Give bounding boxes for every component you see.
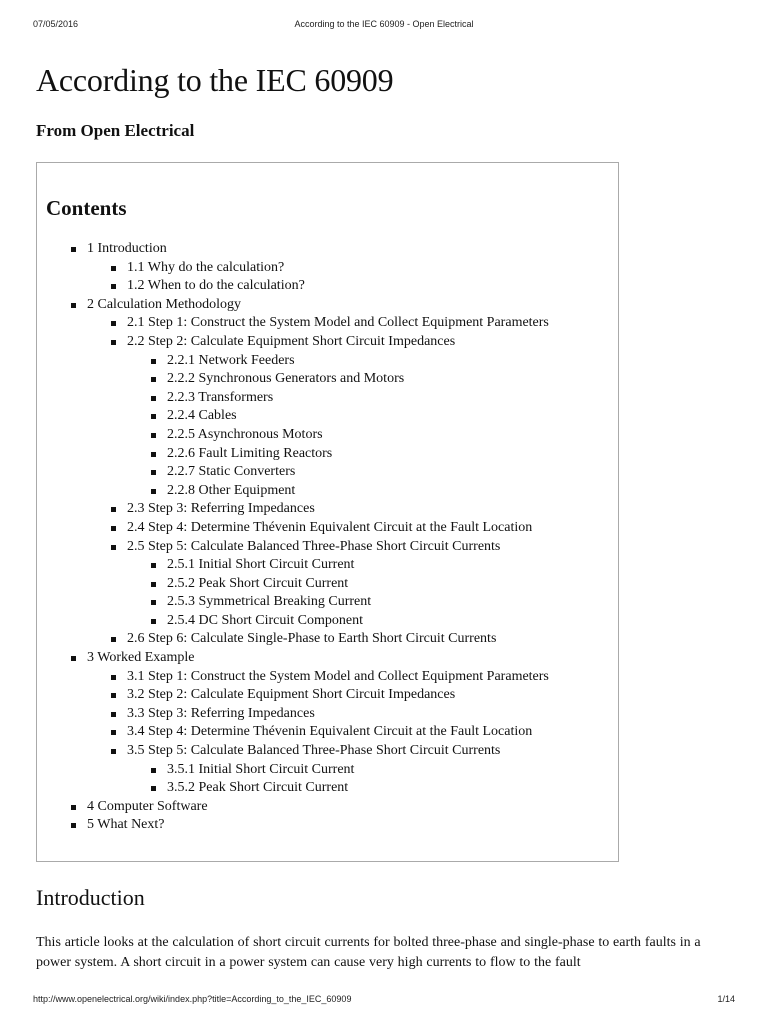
toc-item-link[interactable]: 2 Calculation Methodology <box>87 296 241 312</box>
toc-item-link[interactable]: 2.3 Step 3: Referring Impedances <box>127 501 315 517</box>
toc-item[interactable] <box>37 240 618 259</box>
print-date: 07/05/2016 <box>33 19 79 29</box>
toc-item-link[interactable]: 2.2.2 Synchronous Generators and Motors <box>167 371 405 387</box>
toc-item[interactable] <box>37 426 618 445</box>
toc-item[interactable] <box>37 352 618 371</box>
toc-item[interactable] <box>37 389 618 408</box>
page-title: According to the IEC 60909 <box>36 62 394 98</box>
toc-item-link[interactable]: 3.5 Step 5: Calculate Balanced Three-Phase Short Circuit Currents <box>127 743 501 759</box>
toc-item-link[interactable]: 2.2 Step 2: Calculate Equipment Short Circuit Impedances <box>127 333 456 349</box>
toc-item-link[interactable]: 2.5.3 Symmetrical Breaking Current <box>167 594 372 610</box>
toc-item[interactable] <box>37 519 618 538</box>
toc-item-link[interactable]: 3.2 Step 2: Calculate Equipment Short Circuit Impedances <box>127 687 456 703</box>
toc-item-link[interactable]: 2.1 Step 1: Construct the System Model and Collect Equipment Parameters <box>127 315 549 331</box>
toc-item-link[interactable]: 3.5.1 Initial Short Circuit Current <box>167 761 355 777</box>
toc-item[interactable] <box>37 370 618 389</box>
table-of-contents <box>36 162 619 862</box>
toc-item[interactable] <box>37 277 618 296</box>
toc-item-link[interactable]: 2.2.3 Transformers <box>167 389 274 405</box>
toc-item[interactable] <box>37 779 618 798</box>
toc-item-link[interactable]: 3.4 Step 4: Determine Thévenin Equivalent Circuit at the Fault Location <box>127 724 533 740</box>
toc-item-link[interactable]: 2.5.1 Initial Short Circuit Current <box>167 557 355 573</box>
toc-item-link[interactable]: 3 Worked Example <box>87 650 195 666</box>
toc-item[interactable] <box>37 723 618 742</box>
introduction-paragraph: This article looks at the calculation of short circuit currents for bolted three-phase and single-phase to earth faults in a power system. A short circuit in a power system can cause very high currents to flow to the fault <box>36 935 701 970</box>
toc-item[interactable] <box>37 556 618 575</box>
toc-item-link[interactable]: 2.2.8 Other Equipment <box>167 482 296 498</box>
toc-item[interactable] <box>37 705 618 724</box>
toc-item-link[interactable]: 3.3 Step 3: Referring Impedances <box>127 705 315 721</box>
toc-item[interactable] <box>37 314 618 333</box>
print-footer <box>0 994 768 1006</box>
toc-item[interactable] <box>37 296 618 315</box>
toc-item[interactable] <box>37 259 618 278</box>
toc-item-link[interactable]: 2.5.2 Peak Short Circuit Current <box>167 575 349 591</box>
toc-item-link[interactable]: 2.2.1 Network Feeders <box>167 352 295 368</box>
toc-item-link[interactable]: 2.5.4 DC Short Circuit Component <box>167 612 363 628</box>
toc-item-link[interactable]: 2.2.4 Cables <box>167 408 237 424</box>
toc-title: Contents <box>46 196 127 220</box>
toc-item-link[interactable]: 2.6 Step 6: Calculate Single-Phase to Earth Short Circuit Currents <box>127 631 497 647</box>
toc-item-link[interactable]: 3.1 Step 1: Construct the System Model and Collect Equipment Parameters <box>127 668 549 684</box>
toc-item-link[interactable]: 2.2.7 Static Converters <box>167 464 296 480</box>
toc-item[interactable] <box>37 593 618 612</box>
print-header <box>0 19 768 31</box>
toc-item[interactable] <box>37 407 618 426</box>
toc-item-link[interactable]: 5 What Next? <box>87 817 165 833</box>
toc-item-link[interactable]: 4 Computer Software <box>87 798 208 814</box>
toc-item[interactable] <box>37 816 618 835</box>
toc-item[interactable] <box>37 482 618 501</box>
toc-item[interactable] <box>37 649 618 668</box>
page-subtitle: From Open Electrical <box>36 121 195 140</box>
toc-item-link[interactable]: 3.5.2 Peak Short Circuit Current <box>167 780 349 796</box>
toc-item[interactable] <box>37 668 618 687</box>
toc-item[interactable] <box>37 761 618 780</box>
toc-item[interactable] <box>37 333 618 352</box>
section-heading-introduction: Introduction <box>36 885 145 910</box>
toc-item[interactable] <box>37 575 618 594</box>
toc-item[interactable] <box>37 686 618 705</box>
toc-item[interactable] <box>37 500 618 519</box>
toc-item-link[interactable]: 1.2 When to do the calculation? <box>127 278 305 294</box>
print-url: http://www.openelectrical.org/wiki/index.php?title=According_to_the_IEC_60909 <box>33 994 352 1004</box>
toc-item-link[interactable]: 2.4 Step 4: Determine Thévenin Equivalent Circuit at the Fault Location <box>127 519 533 535</box>
toc-item-link[interactable]: 1 Introduction <box>87 241 167 256</box>
toc-item[interactable] <box>37 445 618 464</box>
toc-item[interactable] <box>37 630 618 649</box>
toc-item-link[interactable]: 2.2.6 Fault Limiting Reactors <box>167 445 333 461</box>
toc-item[interactable] <box>37 742 618 761</box>
toc-item[interactable] <box>37 538 618 557</box>
toc-list <box>37 240 618 835</box>
toc-item-link[interactable]: 2.5 Step 5: Calculate Balanced Three-Phase Short Circuit Currents <box>127 538 501 554</box>
toc-item[interactable] <box>37 798 618 817</box>
toc-item-link[interactable]: 1.1 Why do the calculation? <box>127 259 285 275</box>
toc-item[interactable] <box>37 463 618 482</box>
print-doc-title: According to the IEC 60909 - Open Electrical <box>294 19 474 29</box>
toc-item[interactable] <box>37 612 618 631</box>
toc-item-link[interactable]: 2.2.5 Asynchronous Motors <box>167 426 323 442</box>
print-page-number: 1/14 <box>717 994 735 1004</box>
